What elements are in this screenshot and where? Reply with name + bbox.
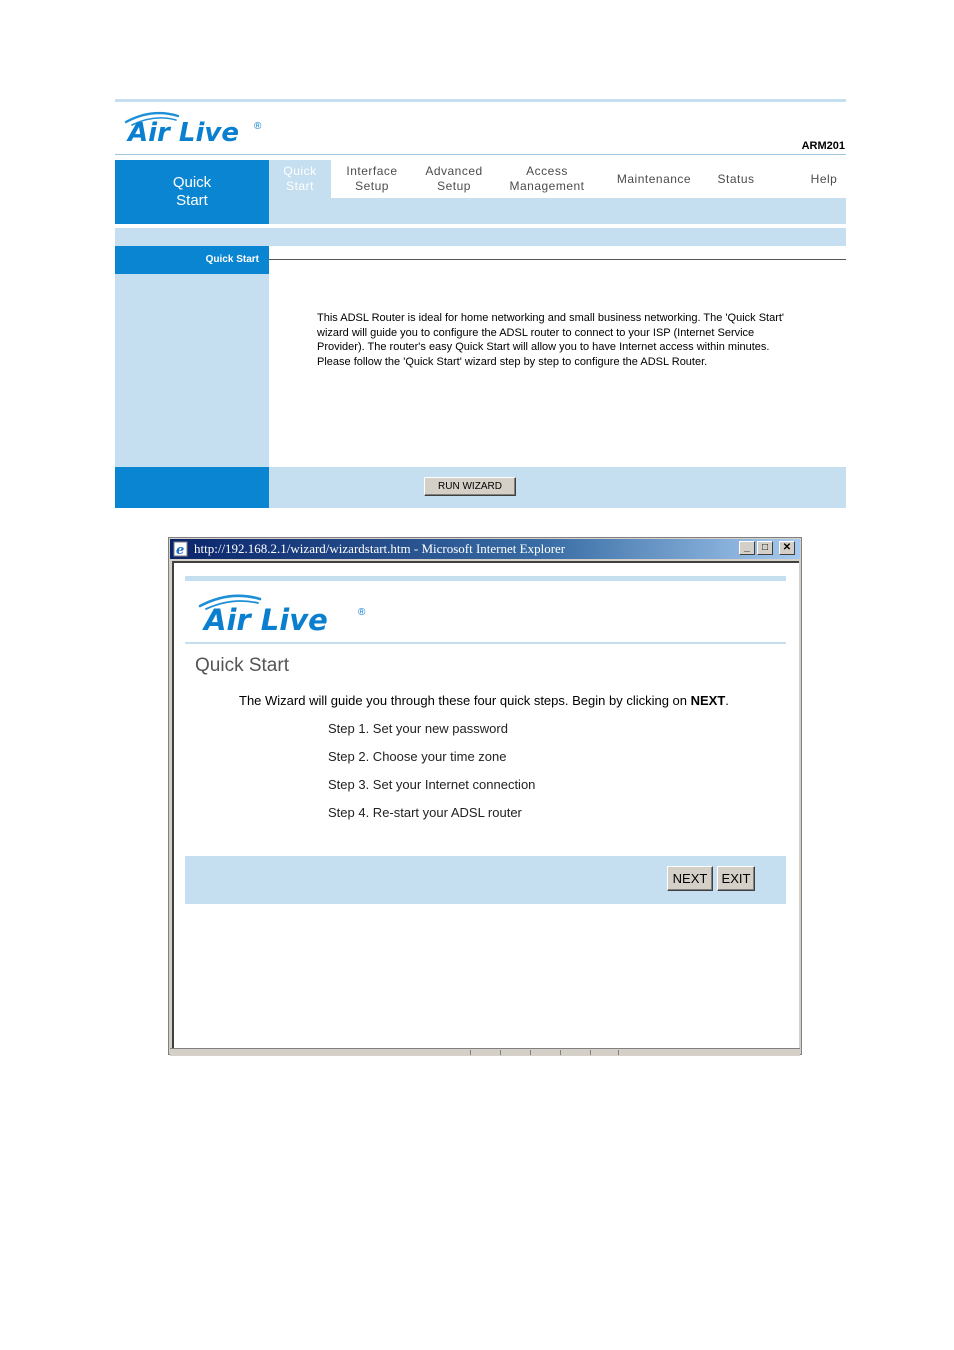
nav-tab-maintenance[interactable]: Maintenance bbox=[616, 172, 692, 186]
sidebar-section-title-line2: Start bbox=[176, 192, 208, 209]
nav-subbar bbox=[269, 198, 846, 224]
model-number: ARM201 bbox=[801, 140, 845, 152]
status-bar-separator bbox=[470, 1050, 471, 1055]
sidebar-column bbox=[115, 274, 269, 467]
header-divider bbox=[115, 154, 846, 155]
sidebar-section-title-line1: Quick bbox=[172, 174, 212, 191]
nav-tab-label: Advanced bbox=[425, 164, 483, 178]
wizard-top-divider bbox=[185, 576, 786, 581]
svg-text:e: e bbox=[176, 543, 185, 557]
logo-registered-mark: ® bbox=[358, 607, 366, 618]
status-bar-separator bbox=[500, 1050, 501, 1055]
nav-tab-label: Start bbox=[286, 179, 314, 193]
next-button[interactable]: NEXT bbox=[667, 866, 713, 891]
ie-window-title: http://192.168.2.1/wizard/wizardstart.htm - Microsoft Internet Explorer bbox=[194, 541, 566, 556]
nav-tab-label: Setup bbox=[437, 179, 471, 193]
minimize-button[interactable]: _ bbox=[739, 541, 755, 555]
airlive-logo bbox=[122, 108, 272, 150]
wizard-lead-body: The Wizard will guide you through these four quick steps. Begin by clicking on bbox=[239, 693, 691, 708]
logo-wordmark: Air Live bbox=[128, 118, 239, 148]
nav-tab-help[interactable]: Help bbox=[810, 172, 838, 186]
logo-registered-mark: ® bbox=[254, 121, 262, 132]
nav-tab-label: Setup bbox=[355, 179, 389, 193]
wizard-lead-text bbox=[239, 693, 729, 708]
ie-page-icon bbox=[173, 541, 189, 557]
wizard-title: Quick Start bbox=[195, 655, 289, 676]
nav-tab-label: Interface bbox=[346, 164, 398, 178]
exit-button[interactable]: EXIT bbox=[717, 866, 755, 891]
wizard-lead-emphasis: NEXT bbox=[690, 693, 726, 708]
nav-tab-label: Management bbox=[509, 179, 585, 193]
nav-tab-quick-start[interactable] bbox=[276, 164, 324, 194]
content-top-strip bbox=[115, 228, 846, 246]
wizard-step: Step 2. Choose your time zone bbox=[328, 749, 507, 764]
sidebar-section-title bbox=[115, 160, 269, 224]
run-wizard-button[interactable]: RUN WIZARD bbox=[424, 477, 516, 496]
status-bar-separator bbox=[560, 1050, 561, 1055]
nav-tab-status[interactable]: Status bbox=[717, 172, 755, 186]
nav-tab-access-management[interactable] bbox=[502, 164, 592, 194]
sidebar-footer bbox=[115, 467, 269, 508]
ie-status-bar bbox=[170, 1048, 800, 1056]
wizard-airlive-logo bbox=[196, 590, 376, 640]
nav-tab-label: Quick bbox=[283, 164, 317, 178]
nav-tab-label: Access bbox=[526, 164, 568, 178]
status-bar-separator bbox=[530, 1050, 531, 1055]
nav-tab-interface-setup[interactable] bbox=[338, 164, 406, 194]
wizard-header-divider bbox=[185, 642, 786, 644]
intro-paragraph: This ADSL Router is ideal for home networking and small business networking. The 'Quick Start' wizard will guide you to configure the ADSL router to connect to your ISP (Internet Service Provider). The router's easy Quick Start will allow you to have Internet access within minutes. Please follow the 'Quick Start' wizard step by step to configure the ADSL Router. bbox=[317, 312, 785, 368]
section-divider bbox=[269, 259, 846, 260]
wizard-lead-end: . bbox=[725, 693, 729, 708]
wizard-step: Step 3. Set your Internet connection bbox=[328, 777, 536, 792]
top-divider bbox=[115, 99, 846, 102]
nav-tab-advanced-setup[interactable] bbox=[418, 164, 490, 194]
wizard-step: Step 1. Set your new password bbox=[328, 721, 508, 736]
status-bar-separator bbox=[590, 1050, 591, 1055]
wizard-step: Step 4. Re-start your ADSL router bbox=[328, 805, 522, 820]
status-bar-separator bbox=[618, 1050, 619, 1055]
footer-button-bar bbox=[269, 467, 846, 508]
logo-wordmark: Air Live bbox=[204, 603, 328, 637]
maximize-button[interactable]: □ bbox=[757, 541, 773, 555]
close-button[interactable]: ✕ bbox=[779, 541, 795, 555]
sidebar-subsection-label: Quick Start bbox=[115, 246, 269, 274]
